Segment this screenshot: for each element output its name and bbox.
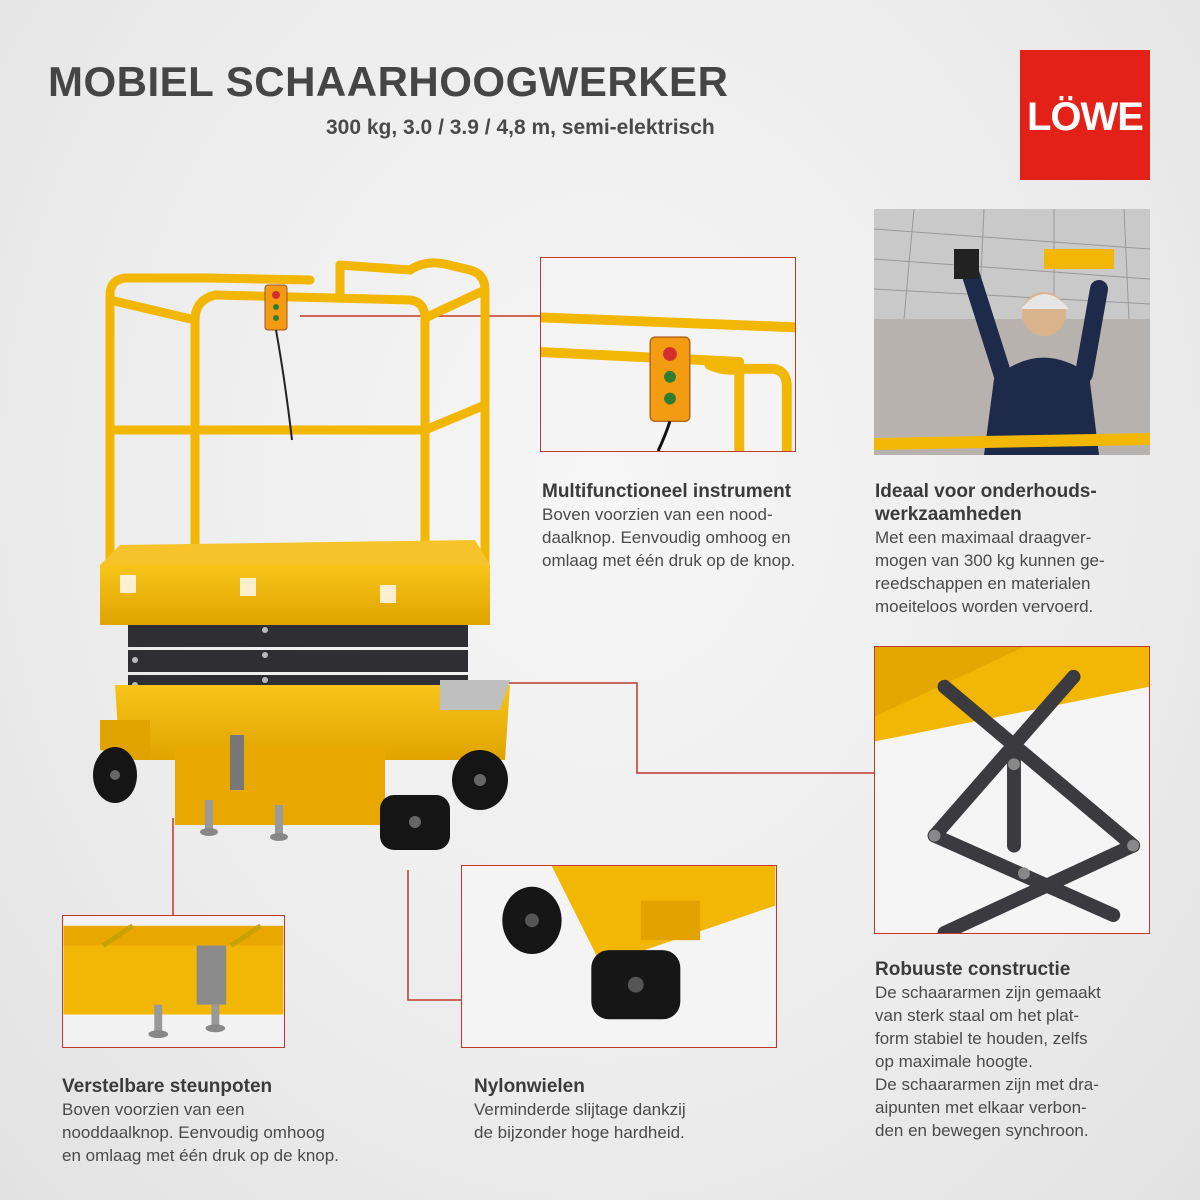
callout-instrument-line-1: Boven voorzien van een nood- <box>542 505 773 524</box>
callout-construction-title: Robuuste constructie <box>875 959 1071 980</box>
wheels-closeup-panel <box>461 865 777 1048</box>
callout-construction-line-4: op maximale hoogte. <box>875 1052 1033 1071</box>
scissor-lift-illustration <box>80 240 540 880</box>
page-title: MOBIEL SCHAARHOOGWERKER <box>48 58 729 105</box>
brand-logo <box>1020 50 1150 180</box>
callout-construction-line-1: De schaararmen zijn gemaakt <box>875 983 1101 1002</box>
scissor-closeup-image <box>875 647 1149 933</box>
connector-wheels <box>408 870 461 1000</box>
instrument-closeup-image <box>541 258 795 451</box>
legs-closeup-panel <box>62 915 285 1048</box>
callout-wheels <box>474 1075 794 1144</box>
callout-maintenance <box>875 480 1175 618</box>
logo-text: LÖWE <box>1027 95 1143 139</box>
callout-wheels-line-1: Verminderde slijtage dankzij <box>474 1100 686 1119</box>
callout-maintenance-title-1: Ideaal voor onderhouds- <box>875 481 1097 502</box>
callout-legs <box>62 1075 422 1167</box>
page-subtitle: 300 kg, 3.0 / 3.9 / 4,8 m, semi-elektrisch <box>326 116 715 139</box>
callout-instrument-title: Multifunctioneel instrument <box>542 481 792 502</box>
callout-construction-line-6: aipunten met elkaar verbon- <box>875 1098 1087 1117</box>
callout-instrument <box>542 480 862 572</box>
legs-closeup-image <box>63 916 284 1047</box>
callout-maintenance-title-2: werkzaamheden <box>875 504 1022 525</box>
callout-maintenance-line-4: moeiteloos worden vervoerd. <box>875 597 1094 616</box>
callout-construction-line-7: den en bewegen synchroon. <box>875 1121 1089 1140</box>
callout-construction <box>875 958 1175 1142</box>
callout-wheels-line-2: de bijzonder hoge hardheid. <box>474 1123 685 1142</box>
callout-legs-line-1: Boven voorzien van een <box>62 1100 245 1119</box>
callout-construction-line-5: De schaararmen zijn met dra- <box>875 1075 1099 1094</box>
callout-instrument-line-3: omlaag met één druk op de knop. <box>542 551 796 570</box>
callout-legs-line-3: en omlaag met één druk op de knop. <box>62 1146 339 1165</box>
instrument-closeup-panel <box>540 257 796 452</box>
maintenance-photo-panel <box>874 209 1150 455</box>
callout-construction-line-2: van sterk staal om het plat- <box>875 1006 1080 1025</box>
callout-legs-title: Verstelbare steunpoten <box>62 1076 273 1097</box>
callout-wheels-title: Nylonwielen <box>474 1076 585 1097</box>
maintenance-photo <box>874 209 1150 455</box>
scissor-closeup-panel <box>874 646 1150 934</box>
logo-wordmark <box>1026 90 1144 140</box>
callout-legs-line-2: nooddaalknop. Eenvoudig omhoog <box>62 1123 325 1142</box>
callout-instrument-line-2: daalknop. Eenvoudig omhoog en <box>542 528 791 547</box>
callout-maintenance-line-2: mogen van 300 kg kunnen ge- <box>875 551 1105 570</box>
callout-maintenance-line-1: Met een maximaal draagver- <box>875 528 1092 547</box>
callout-maintenance-line-3: reedschappen en materialen <box>875 574 1091 593</box>
wheels-closeup-image <box>462 866 776 1047</box>
callout-construction-line-3: form stabiel te houden, zelfs <box>875 1029 1088 1048</box>
